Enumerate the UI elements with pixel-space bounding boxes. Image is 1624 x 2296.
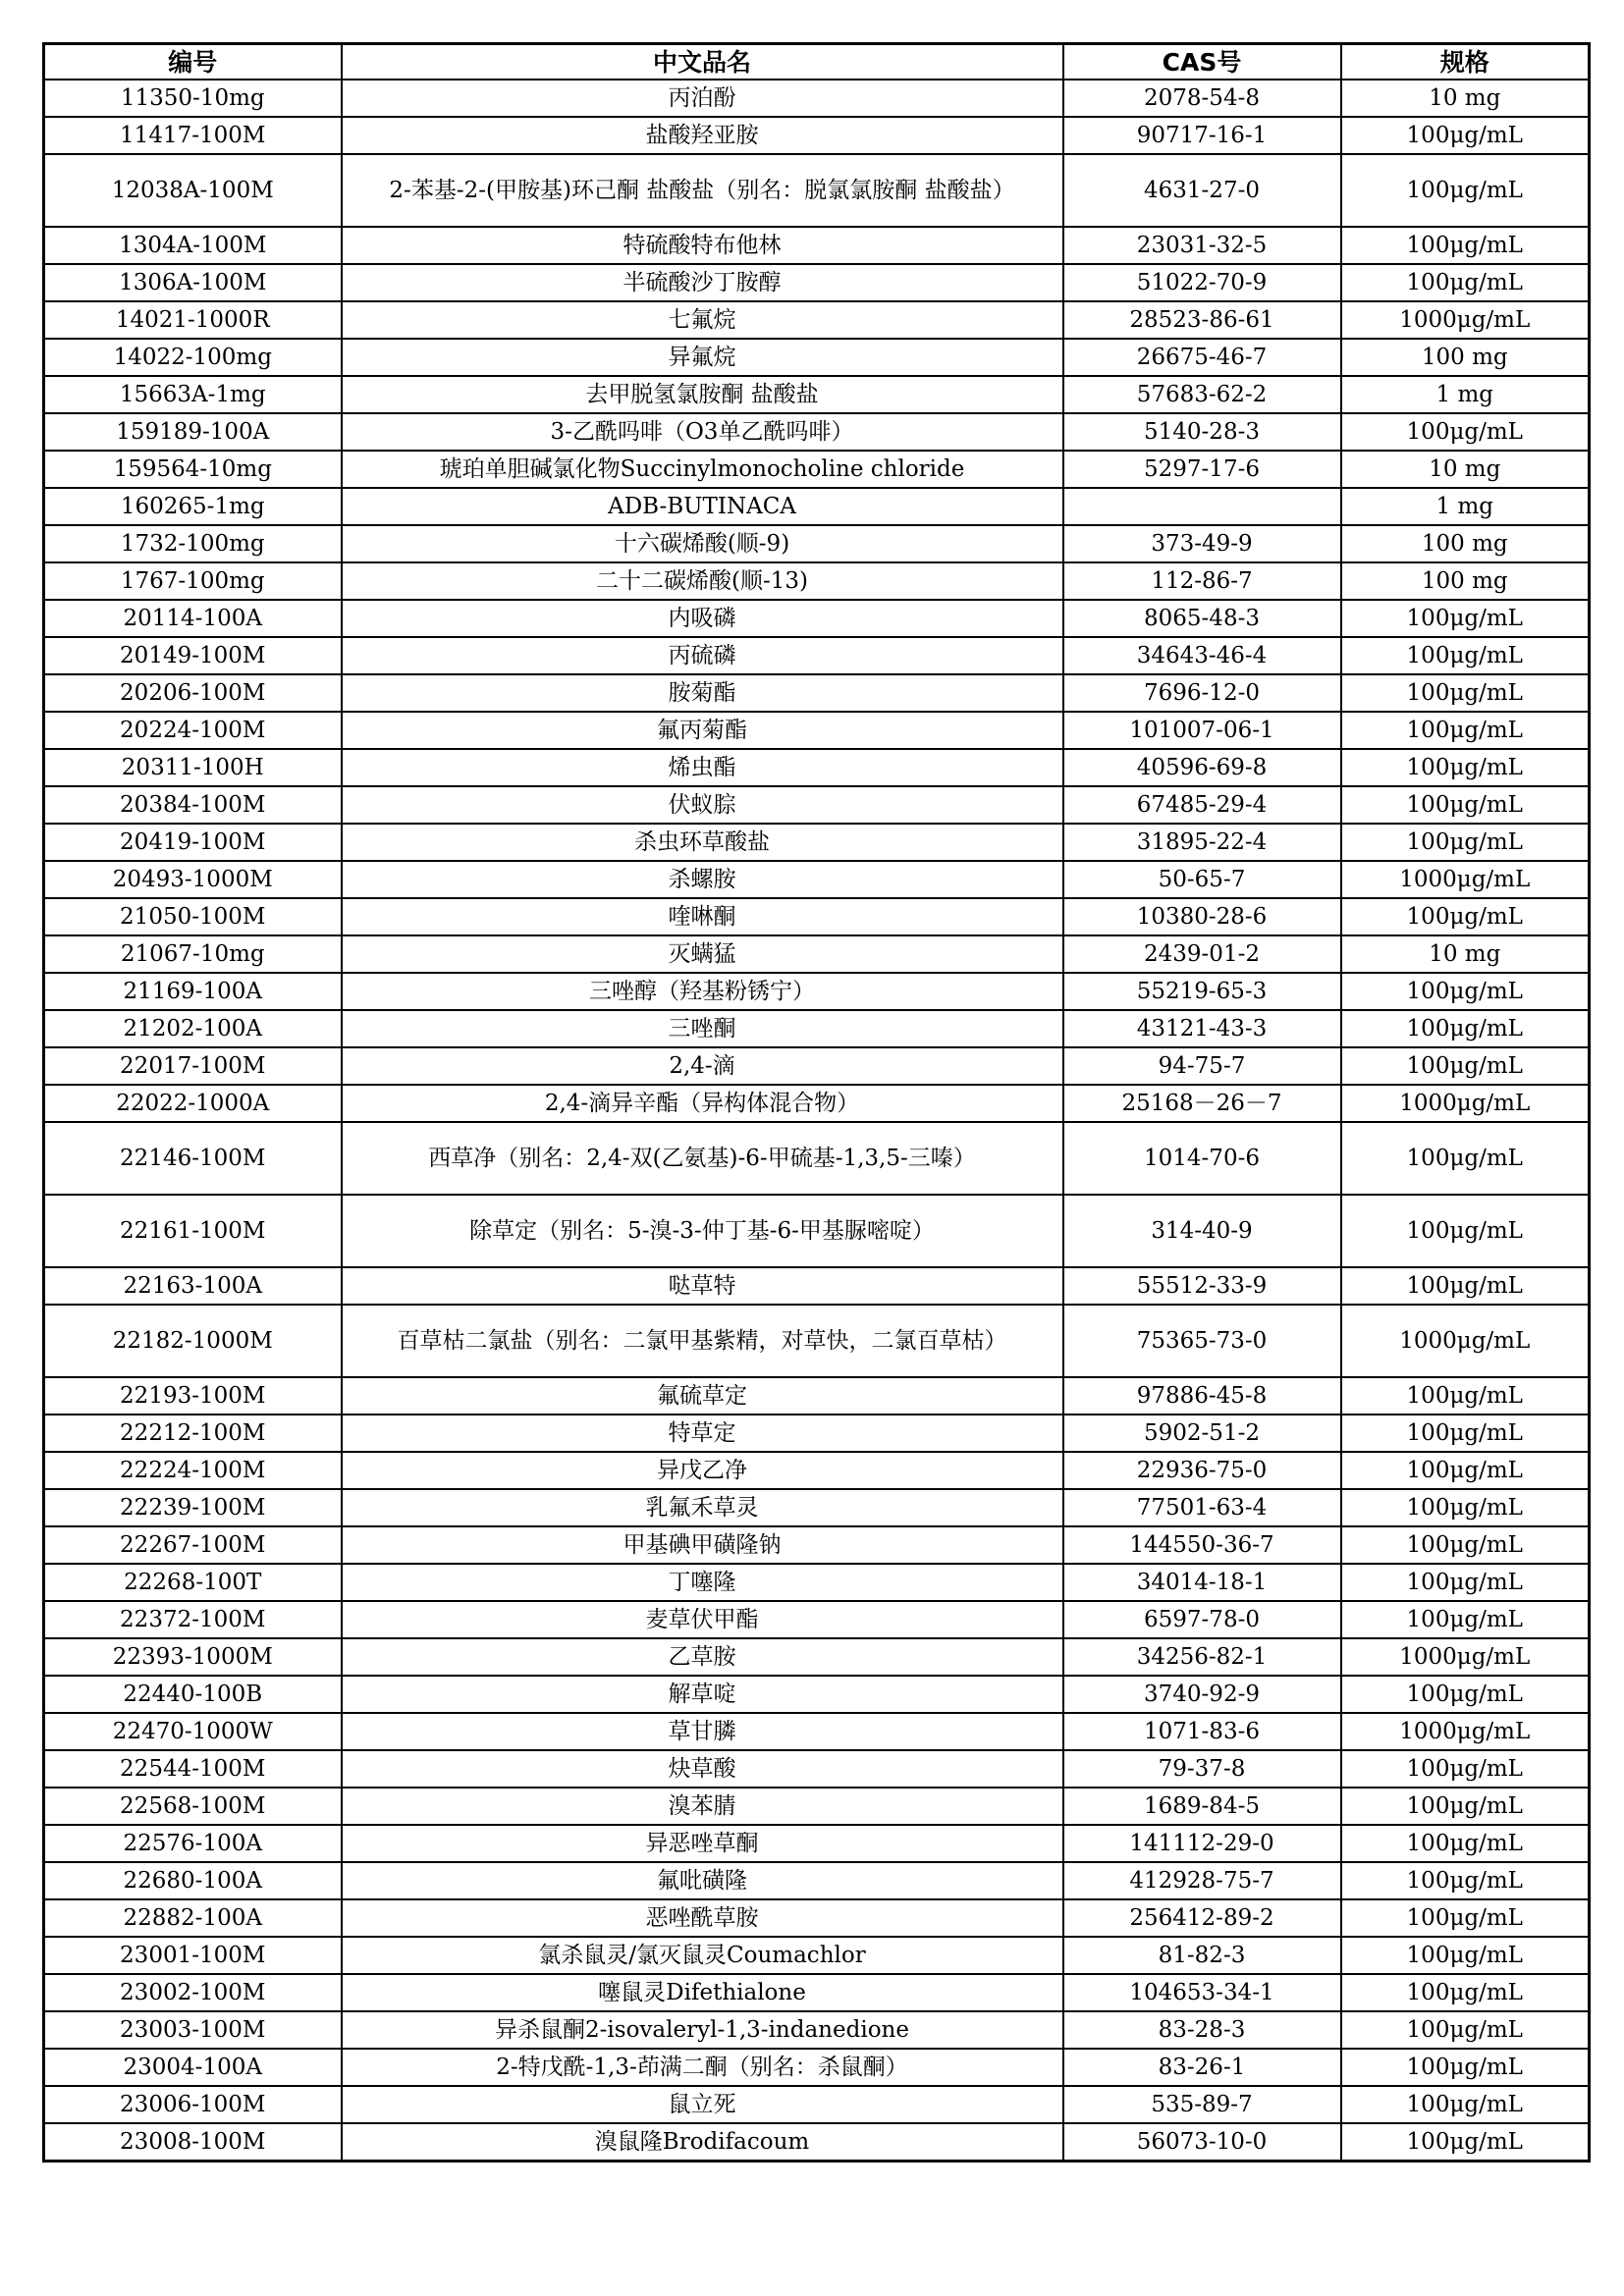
header-row (44, 44, 1590, 80)
table-row (44, 2049, 1590, 2086)
cell-code: 20114-100A (44, 600, 342, 637)
table-row (44, 600, 1590, 637)
cell-code: 20311-100H (44, 749, 342, 786)
table-row (44, 1937, 1590, 1974)
cell-name: 氟丙菊酯 (342, 712, 1063, 749)
cell-code: 11417-100M (44, 117, 342, 154)
cell-spec: 100μg/mL (1341, 2011, 1590, 2049)
cell-name: 去甲脱氢氯胺酮 盐酸盐 (342, 376, 1063, 413)
cell-cas: 1014-70-6 (1063, 1122, 1341, 1195)
cell-name: 2-特戊酰-1,3-茚满二酮（别名：杀鼠酮） (342, 2049, 1063, 2086)
cell-cas: 373-49-9 (1063, 525, 1341, 562)
cell-spec: 1 mg (1341, 376, 1590, 413)
table-body (44, 80, 1590, 2162)
cell-name: 草甘膦 (342, 1713, 1063, 1750)
cell-code: 22393-1000M (44, 1638, 342, 1676)
table-row (44, 1305, 1590, 1377)
cell-cas (1063, 488, 1341, 525)
table-row (44, 674, 1590, 712)
cell-cas: 144550-36-7 (1063, 1526, 1341, 1564)
cell-name: 三唑酮 (342, 1010, 1063, 1047)
cell-code: 22568-100M (44, 1788, 342, 1825)
cell-spec: 100μg/mL (1341, 2123, 1590, 2162)
table-row (44, 117, 1590, 154)
cell-name: 喹啉酮 (342, 898, 1063, 935)
cell-cas: 90717-16-1 (1063, 117, 1341, 154)
cell-code: 22163-100A (44, 1267, 342, 1305)
table-row (44, 786, 1590, 824)
cell-cas: 22936-75-0 (1063, 1452, 1341, 1489)
table-row (44, 154, 1590, 227)
cell-cas: 25168－26－7 (1063, 1085, 1341, 1122)
cell-name: 特草定 (342, 1415, 1063, 1452)
cell-name: 杀螺胺 (342, 861, 1063, 898)
cell-name: 解草啶 (342, 1676, 1063, 1713)
cell-code: 22212-100M (44, 1415, 342, 1452)
cell-spec: 100μg/mL (1341, 1601, 1590, 1638)
cell-code: 23006-100M (44, 2086, 342, 2123)
cell-name: 恶唑酰草胺 (342, 1899, 1063, 1937)
table-row (44, 1564, 1590, 1601)
cell-spec: 1000μg/mL (1341, 1085, 1590, 1122)
table-row (44, 749, 1590, 786)
cell-cas: 50-65-7 (1063, 861, 1341, 898)
cell-cas: 34643-46-4 (1063, 637, 1341, 674)
table-row (44, 1526, 1590, 1564)
cell-code: 21050-100M (44, 898, 342, 935)
cell-name: 异氟烷 (342, 339, 1063, 376)
table-row (44, 525, 1590, 562)
cell-cas: 112-86-7 (1063, 562, 1341, 600)
cell-code: 22017-100M (44, 1047, 342, 1085)
cell-code: 20224-100M (44, 712, 342, 749)
header-cas: CAS号 (1063, 44, 1341, 80)
cell-spec: 100μg/mL (1341, 674, 1590, 712)
table-row (44, 2123, 1590, 2162)
cell-name: 氟硫草定 (342, 1377, 1063, 1415)
cell-name: ADB-BUTINACA (342, 488, 1063, 525)
cell-cas: 81-82-3 (1063, 1937, 1341, 1974)
table-row (44, 935, 1590, 973)
cell-name: 鼠立死 (342, 2086, 1063, 2123)
table-row (44, 712, 1590, 749)
cell-name: 甲基碘甲磺隆钠 (342, 1526, 1063, 1564)
cell-code: 21169-100A (44, 973, 342, 1010)
cell-spec: 100μg/mL (1341, 1195, 1590, 1267)
cell-name: 溴苯腈 (342, 1788, 1063, 1825)
table-row (44, 1713, 1590, 1750)
cell-cas: 83-26-1 (1063, 2049, 1341, 2086)
cell-spec: 100μg/mL (1341, 1788, 1590, 1825)
cell-spec: 100μg/mL (1341, 1974, 1590, 2011)
cell-name: 2-苯基-2-(甲胺基)环己酮 盐酸盐（别名：脱氯氯胺酮 盐酸盐） (342, 154, 1063, 227)
cell-spec: 1000μg/mL (1341, 1638, 1590, 1676)
cell-spec: 1000μg/mL (1341, 1713, 1590, 1750)
cell-cas: 26675-46-7 (1063, 339, 1341, 376)
cell-code: 12038A-100M (44, 154, 342, 227)
cell-spec: 100μg/mL (1341, 264, 1590, 301)
cell-code: 20206-100M (44, 674, 342, 712)
cell-cas: 256412-89-2 (1063, 1899, 1341, 1937)
table-row (44, 2011, 1590, 2049)
table-row (44, 488, 1590, 525)
cell-code: 22224-100M (44, 1452, 342, 1489)
cell-spec: 100μg/mL (1341, 117, 1590, 154)
cell-cas: 34014-18-1 (1063, 1564, 1341, 1601)
cell-code: 15663A-1mg (44, 376, 342, 413)
cell-name: 溴鼠隆Brodifacoum (342, 2123, 1063, 2162)
cell-cas: 55512-33-9 (1063, 1267, 1341, 1305)
cell-name: 烯虫酯 (342, 749, 1063, 786)
cell-code: 20419-100M (44, 824, 342, 861)
table-row (44, 1601, 1590, 1638)
cell-name: 氯杀鼠灵/氯灭鼠灵Coumachlor (342, 1937, 1063, 1974)
table-row (44, 1377, 1590, 1415)
cell-code: 22022-1000A (44, 1085, 342, 1122)
cell-spec: 1 mg (1341, 488, 1590, 525)
cell-name: 半硫酸沙丁胺醇 (342, 264, 1063, 301)
cell-name: 3-乙酰吗啡（O3单乙酰吗啡） (342, 413, 1063, 451)
cell-cas: 5902-51-2 (1063, 1415, 1341, 1452)
cell-code: 22146-100M (44, 1122, 342, 1195)
table-row (44, 1195, 1590, 1267)
cell-name: 内吸磷 (342, 600, 1063, 637)
cell-cas: 535-89-7 (1063, 2086, 1341, 2123)
table-row (44, 898, 1590, 935)
table-row (44, 451, 1590, 488)
table-row (44, 1750, 1590, 1788)
table-row (44, 637, 1590, 674)
cell-name: 七氟烷 (342, 301, 1063, 339)
table-row (44, 824, 1590, 861)
cell-cas: 83-28-3 (1063, 2011, 1341, 2049)
cell-cas: 3740-92-9 (1063, 1676, 1341, 1713)
cell-spec: 100μg/mL (1341, 154, 1590, 227)
cell-cas: 34256-82-1 (1063, 1638, 1341, 1676)
cell-cas: 5140-28-3 (1063, 413, 1341, 451)
cell-spec: 100μg/mL (1341, 1377, 1590, 1415)
cell-spec: 100μg/mL (1341, 413, 1590, 451)
cell-cas: 28523-86-61 (1063, 301, 1341, 339)
cell-spec: 1000μg/mL (1341, 861, 1590, 898)
cell-code: 1732-100mg (44, 525, 342, 562)
cell-spec: 1000μg/mL (1341, 301, 1590, 339)
cell-cas: 51022-70-9 (1063, 264, 1341, 301)
cell-spec: 100μg/mL (1341, 227, 1590, 264)
cell-code: 21202-100A (44, 1010, 342, 1047)
cell-code: 23001-100M (44, 1937, 342, 1974)
cell-name: 灭螨猛 (342, 935, 1063, 973)
cell-spec: 100μg/mL (1341, 1526, 1590, 1564)
cell-cas: 412928-75-7 (1063, 1862, 1341, 1899)
cell-cas: 23031-32-5 (1063, 227, 1341, 264)
cell-name: 丙泊酚 (342, 80, 1063, 117)
cell-cas: 1071-83-6 (1063, 1713, 1341, 1750)
cell-code: 20149-100M (44, 637, 342, 674)
cell-spec: 100μg/mL (1341, 824, 1590, 861)
cell-cas: 4631-27-0 (1063, 154, 1341, 227)
cell-cas: 56073-10-0 (1063, 2123, 1341, 2162)
table-row (44, 2086, 1590, 2123)
cell-spec: 100μg/mL (1341, 1564, 1590, 1601)
cell-spec: 10 mg (1341, 80, 1590, 117)
cell-cas: 8065-48-3 (1063, 600, 1341, 637)
cell-name: 2,4-滴 (342, 1047, 1063, 1085)
cell-name: 异戊乙净 (342, 1452, 1063, 1489)
cell-cas: 104653-34-1 (1063, 1974, 1341, 2011)
cell-spec: 100μg/mL (1341, 1452, 1590, 1489)
cell-name: 乙草胺 (342, 1638, 1063, 1676)
cell-spec: 100μg/mL (1341, 898, 1590, 935)
cell-name: 哒草特 (342, 1267, 1063, 1305)
table-row (44, 1638, 1590, 1676)
cell-code: 22161-100M (44, 1195, 342, 1267)
cell-spec: 100μg/mL (1341, 1899, 1590, 1937)
cell-cas: 5297-17-6 (1063, 451, 1341, 488)
table-row (44, 413, 1590, 451)
cell-name: 乳氟禾草灵 (342, 1489, 1063, 1526)
cell-name: 麦草伏甲酯 (342, 1601, 1063, 1638)
cell-spec: 100μg/mL (1341, 1937, 1590, 1974)
cell-spec: 100μg/mL (1341, 637, 1590, 674)
cell-cas: 97886-45-8 (1063, 1377, 1341, 1415)
cell-code: 21067-10mg (44, 935, 342, 973)
cell-name: 盐酸羟亚胺 (342, 117, 1063, 154)
cell-name: 氟吡磺隆 (342, 1862, 1063, 1899)
cell-code: 22182-1000M (44, 1305, 342, 1377)
cell-spec: 1000μg/mL (1341, 1305, 1590, 1377)
cell-spec: 10 mg (1341, 451, 1590, 488)
cell-cas: 1689-84-5 (1063, 1788, 1341, 1825)
cell-spec: 100μg/mL (1341, 1267, 1590, 1305)
cell-name: 2,4-滴异辛酯（异构体混合物） (342, 1085, 1063, 1122)
cell-name: 胺菊酯 (342, 674, 1063, 712)
cell-code: 22470-1000W (44, 1713, 342, 1750)
cell-name: 琥珀单胆碱氯化物Succinylmonocholine chloride (342, 451, 1063, 488)
cell-code: 22576-100A (44, 1825, 342, 1862)
cell-code: 23003-100M (44, 2011, 342, 2049)
cell-spec: 100 mg (1341, 525, 1590, 562)
table-row (44, 1788, 1590, 1825)
cell-code: 14021-1000R (44, 301, 342, 339)
header-chinese-name: 中文品名 (342, 44, 1063, 80)
cell-cas: 40596-69-8 (1063, 749, 1341, 786)
cell-code: 159564-10mg (44, 451, 342, 488)
table-row (44, 1974, 1590, 2011)
cell-code: 20493-1000M (44, 861, 342, 898)
cell-spec: 100μg/mL (1341, 1415, 1590, 1452)
cell-code: 22267-100M (44, 1526, 342, 1564)
cell-name: 西草净（别名：2,4-双(乙氨基)-6-甲硫基-1,3,5-三嗪） (342, 1122, 1063, 1195)
cell-name: 噻鼠灵Difethialone (342, 1974, 1063, 2011)
cell-spec: 100μg/mL (1341, 973, 1590, 1010)
cell-cas: 67485-29-4 (1063, 786, 1341, 824)
cell-cas: 94-75-7 (1063, 1047, 1341, 1085)
cell-code: 159189-100A (44, 413, 342, 451)
cell-name: 百草枯二氯盐（别名：二氯甲基紫精，对草快，二氯百草枯） (342, 1305, 1063, 1377)
cell-name: 丁噻隆 (342, 1564, 1063, 1601)
cell-name: 丙硫磷 (342, 637, 1063, 674)
cell-spec: 100μg/mL (1341, 786, 1590, 824)
cell-code: 20384-100M (44, 786, 342, 824)
table-row (44, 264, 1590, 301)
cell-spec: 100μg/mL (1341, 1862, 1590, 1899)
table-row (44, 1676, 1590, 1713)
table-row (44, 1489, 1590, 1526)
cell-name: 除草定（别名：5-溴-3-仲丁基-6-甲基脲嘧啶） (342, 1195, 1063, 1267)
cell-code: 22268-100T (44, 1564, 342, 1601)
cell-name: 二十二碳烯酸(顺-13) (342, 562, 1063, 600)
table-row (44, 1010, 1590, 1047)
table-row (44, 1452, 1590, 1489)
cell-spec: 100μg/mL (1341, 1750, 1590, 1788)
table-row (44, 1047, 1590, 1085)
cell-code: 22882-100A (44, 1899, 342, 1937)
table-row (44, 301, 1590, 339)
cell-name: 十六碳烯酸(顺-9) (342, 525, 1063, 562)
cell-cas: 75365-73-0 (1063, 1305, 1341, 1377)
cell-name: 异杀鼠酮2-isovaleryl-1,3-indanedione (342, 2011, 1063, 2049)
header-spec: 规格 (1341, 44, 1590, 80)
table-row (44, 1825, 1590, 1862)
cell-cas: 141112-29-0 (1063, 1825, 1341, 1862)
cell-spec: 100 mg (1341, 339, 1590, 376)
cell-name: 特硫酸特布他林 (342, 227, 1063, 264)
cell-code: 14022-100mg (44, 339, 342, 376)
cell-cas: 101007-06-1 (1063, 712, 1341, 749)
cell-code: 1304A-100M (44, 227, 342, 264)
table-row (44, 376, 1590, 413)
cell-spec: 100 mg (1341, 562, 1590, 600)
cell-spec: 100μg/mL (1341, 712, 1590, 749)
table-row (44, 1085, 1590, 1122)
cell-cas: 314-40-9 (1063, 1195, 1341, 1267)
table-row (44, 80, 1590, 117)
cell-code: 23008-100M (44, 2123, 342, 2162)
cell-code: 160265-1mg (44, 488, 342, 525)
table-row (44, 1415, 1590, 1452)
cell-spec: 100μg/mL (1341, 1047, 1590, 1085)
cell-cas: 6597-78-0 (1063, 1601, 1341, 1638)
cell-name: 炔草酸 (342, 1750, 1063, 1788)
cell-cas: 79-37-8 (1063, 1750, 1341, 1788)
cell-name: 三唑醇（羟基粉锈宁） (342, 973, 1063, 1010)
cell-spec: 100μg/mL (1341, 1122, 1590, 1195)
cell-code: 1306A-100M (44, 264, 342, 301)
table-row (44, 1862, 1590, 1899)
table-row (44, 973, 1590, 1010)
table-row (44, 1267, 1590, 1305)
cell-cas: 43121-43-3 (1063, 1010, 1341, 1047)
cell-cas: 2439-01-2 (1063, 935, 1341, 973)
product-table (42, 42, 1591, 2163)
cell-name: 杀虫环草酸盐 (342, 824, 1063, 861)
cell-code: 22544-100M (44, 1750, 342, 1788)
cell-code: 23002-100M (44, 1974, 342, 2011)
cell-spec: 100μg/mL (1341, 2086, 1590, 2123)
cell-cas: 7696-12-0 (1063, 674, 1341, 712)
header-code: 编号 (44, 44, 342, 80)
cell-code: 11350-10mg (44, 80, 342, 117)
cell-spec: 100μg/mL (1341, 600, 1590, 637)
cell-name: 伏蚁腙 (342, 786, 1063, 824)
cell-code: 23004-100A (44, 2049, 342, 2086)
cell-cas: 57683-62-2 (1063, 376, 1341, 413)
cell-spec: 100μg/mL (1341, 1489, 1590, 1526)
table-row (44, 339, 1590, 376)
table-row (44, 1899, 1590, 1937)
cell-spec: 100μg/mL (1341, 2049, 1590, 2086)
table-row (44, 227, 1590, 264)
cell-cas: 10380-28-6 (1063, 898, 1341, 935)
cell-spec: 100μg/mL (1341, 1825, 1590, 1862)
table-row (44, 861, 1590, 898)
table-row (44, 1122, 1590, 1195)
cell-cas: 2078-54-8 (1063, 80, 1341, 117)
cell-name: 异恶唑草酮 (342, 1825, 1063, 1862)
cell-code: 1767-100mg (44, 562, 342, 600)
cell-code: 22440-100B (44, 1676, 342, 1713)
cell-spec: 10 mg (1341, 935, 1590, 973)
cell-code: 22372-100M (44, 1601, 342, 1638)
cell-code: 22680-100A (44, 1862, 342, 1899)
cell-spec: 100μg/mL (1341, 749, 1590, 786)
cell-spec: 100μg/mL (1341, 1010, 1590, 1047)
table-row (44, 562, 1590, 600)
cell-cas: 55219-65-3 (1063, 973, 1341, 1010)
cell-code: 22193-100M (44, 1377, 342, 1415)
cell-code: 22239-100M (44, 1489, 342, 1526)
cell-cas: 31895-22-4 (1063, 824, 1341, 861)
cell-spec: 100μg/mL (1341, 1676, 1590, 1713)
cell-cas: 77501-63-4 (1063, 1489, 1341, 1526)
